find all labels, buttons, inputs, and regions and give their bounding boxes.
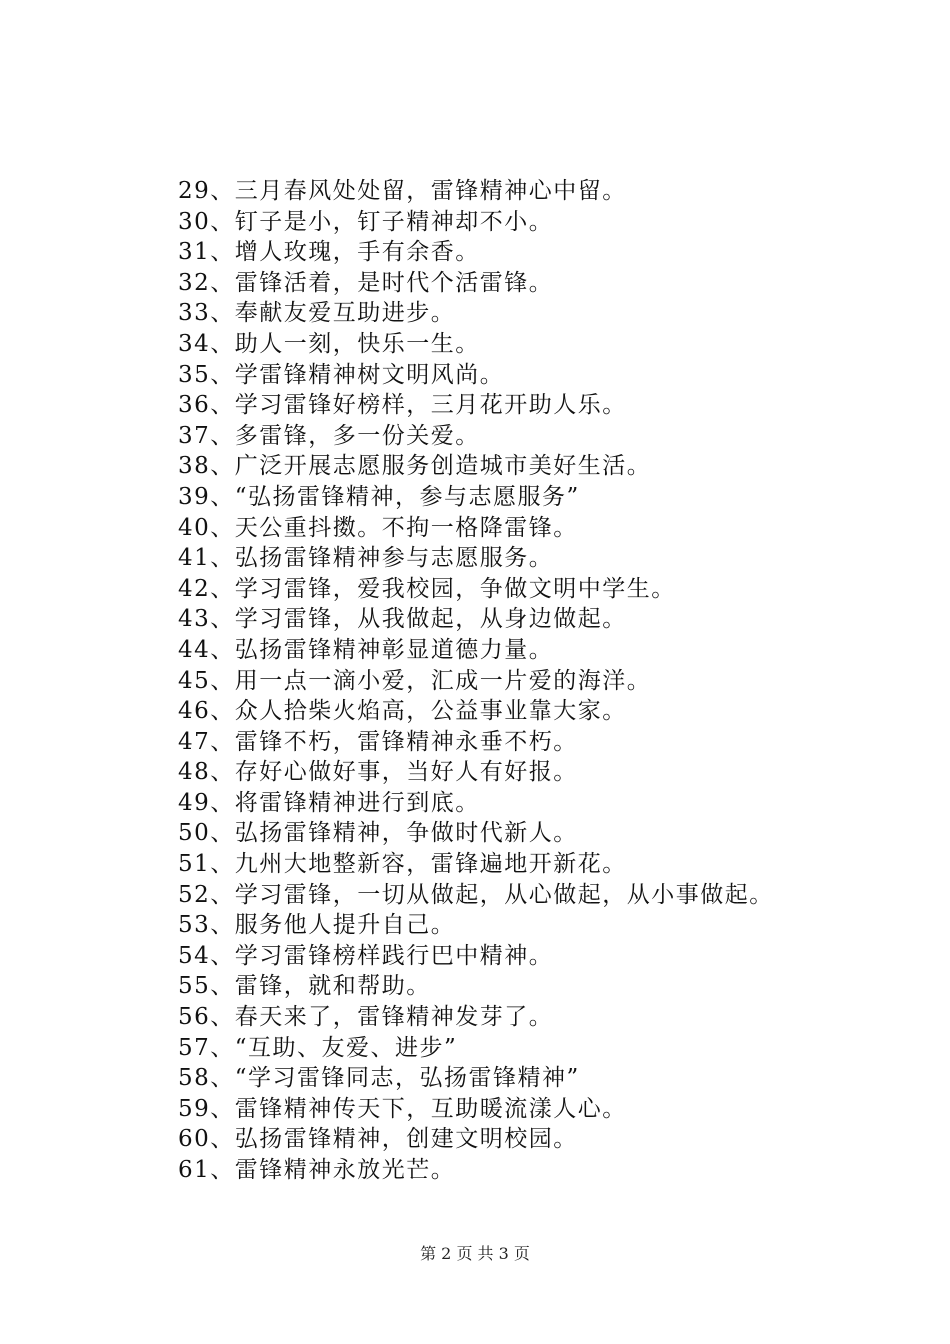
page-footer <box>0 1244 950 1264</box>
list-item: 39、“弘扬雷锋精神，参与志愿服务” <box>178 483 580 510</box>
list-item: 60、弘扬雷锋精神，创建文明校园。 <box>178 1126 578 1153</box>
list-item: 51、九州大地整新容，雷锋遍地开新花。 <box>178 851 627 878</box>
list-item: 55、雷锋，就和帮助。 <box>178 973 431 1000</box>
list-item: 56、春天来了，雷锋精神发芽了。 <box>178 1004 554 1031</box>
list-item: 59、雷锋精神传天下，互助暖流漾人心。 <box>178 1095 627 1122</box>
list-item: 58、“学习雷锋同志，弘扬雷锋精神” <box>178 1065 580 1092</box>
list-item: 35、学雷锋精神树文明风尚。 <box>178 361 505 388</box>
list-item: 47、雷锋不朽，雷锋精神永垂不朽。 <box>178 728 578 755</box>
list-item: 32、雷锋活着，是时代个活雷锋。 <box>178 269 554 296</box>
page-number-label: 第 2 页 共 3 页 <box>420 1244 530 1263</box>
list-item: 43、学习雷锋，从我做起，从身边做起。 <box>178 606 627 633</box>
list-item: 33、奉献友爱互助进步。 <box>178 300 456 327</box>
list-item: 50、弘扬雷锋精神，争做时代新人。 <box>178 820 578 847</box>
list-item: 49、将雷锋精神进行到底。 <box>178 789 480 816</box>
list-item: 37、多雷锋，多一份关爱。 <box>178 422 480 449</box>
list-item: 48、存好心做好事，当好人有好报。 <box>178 759 578 786</box>
list-item: 57、“互助、友爱、进步” <box>178 1034 458 1061</box>
list-item: 31、增人玫瑰，手有余香。 <box>178 239 480 266</box>
list-item: 61、雷锋精神永放光芒。 <box>178 1157 456 1183</box>
slogan-list <box>178 176 878 1186</box>
list-item: 52、学习雷锋，一切从做起，从心做起，从小事做起。 <box>178 881 774 908</box>
list-item: 53、服务他人提升自己。 <box>178 912 456 939</box>
list-item: 41、弘扬雷锋精神参与志愿服务。 <box>178 545 554 572</box>
list-item: 34、助人一刻，快乐一生。 <box>178 330 480 357</box>
list-item: 46、众人拾柴火焰高，公益事业靠大家。 <box>178 698 627 725</box>
list-item: 30、钉子是小，钉子精神却不小。 <box>178 208 554 235</box>
list-item: 38、广泛开展志愿服务创造城市美好生活。 <box>178 453 652 480</box>
list-item: 54、学习雷锋榜样践行巴中精神。 <box>178 942 554 969</box>
list-item: 29、三月春风处处留，雷锋精神心中留。 <box>178 178 627 204</box>
list-item: 45、用一点一滴小爱，汇成一片爱的海洋。 <box>178 667 652 694</box>
list-item: 36、学习雷锋好榜样，三月花开助人乐。 <box>178 392 627 419</box>
list-item: 44、弘扬雷锋精神彰显道德力量。 <box>178 636 554 663</box>
list-item: 40、天公重抖擞。不拘一格降雷锋。 <box>178 514 578 541</box>
list-item: 42、学习雷锋，爱我校园，争做文明中学生。 <box>178 575 676 602</box>
